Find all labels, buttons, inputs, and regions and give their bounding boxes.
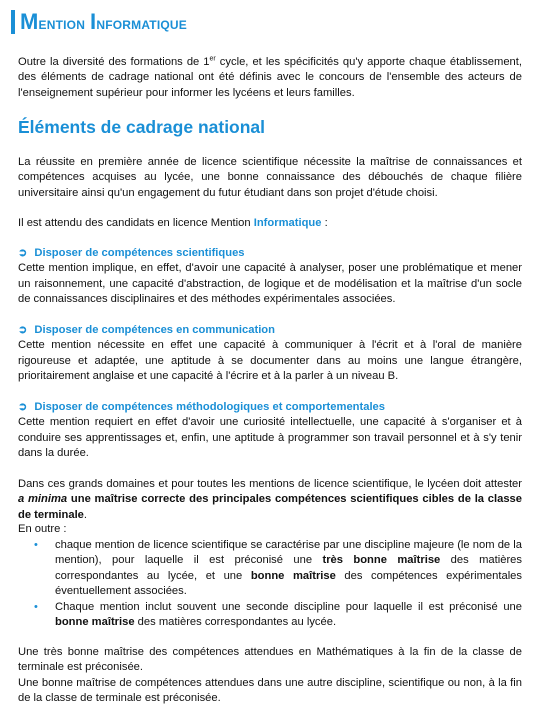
paragraph-attendu	[18, 216, 522, 231]
page-title-text	[20, 10, 187, 36]
arrow-icon: ➲	[18, 401, 28, 413]
competence-text: Cette mention requiert en effet d'avoir une curiosité intellectuelle, une capacité à s'organiser et à conduire ses apprentissages et, enfin, une aptitude à programmer son travail personnel et à s'y tenir dans la durée.	[18, 416, 522, 460]
domaines-bold: une maîtrise correcte des principales compétences scientifiques cibles de la classe de terminale	[18, 493, 523, 521]
competence-text: Cette mention nécessite en effet une capacité à communiquer à l'écrit et à l'oral de manière rigoureuse et adaptée, une aptitude à se documenter dans au moins une langue étrangère, prioritairement anglaise et une capacité à l'écrire et à la parler à un niveau B.	[18, 339, 522, 383]
bullet-text: des compétences expérimentales éventuellement associées.	[55, 569, 522, 598]
title-rest-2: nformatique	[96, 14, 187, 33]
competence-heading-text: Disposer de compétences méthodologiques et comportementales	[34, 401, 386, 413]
bullet-text: Chaque mention inclut souvent une seconde discipline pour laquelle il est préconisé une	[55, 600, 522, 613]
competence-heading	[18, 323, 522, 338]
bullet-icon: •	[34, 600, 38, 613]
domaines-period: .	[83, 508, 88, 521]
bullet-bold: très bonne maîtrise	[322, 554, 441, 567]
list-item	[18, 538, 522, 600]
mention-name: Informatique	[253, 217, 322, 229]
paragraph-mathematiques: Une très bonne maîtrise des compétences attendues en Mathématiques à la fin de la classe de terminale est préconisée.	[18, 646, 522, 674]
paragraph-reussite: La réussite en première année de licence scientifique nécessite la maîtrise de connaissances et compétences acquises au lycée, une bonne connaissance des débouchés de chaque filière universitaire ainsi qu'un engagement du futur étudiant dans son projet d'étude choisi.	[18, 156, 522, 199]
list-item	[18, 600, 522, 631]
bullet-bold: bonne maîtrise	[250, 569, 336, 582]
domaines-emphasis: a minima	[18, 493, 68, 506]
intro-superscript: er	[209, 55, 216, 63]
en-outre-label: En outre :	[18, 523, 67, 535]
page-title	[11, 10, 187, 34]
domaines-text: Dans ces grands domaines et pour toutes les mentions de licence scientifique, le lycéen doit attester	[18, 478, 522, 490]
section-heading: Éléments de cadrage national	[18, 117, 266, 137]
attendu-text: Il est attendu des candidats en licence Mention	[18, 217, 254, 229]
title-rest-1: ention	[38, 14, 86, 33]
competence-section-scientifiques	[18, 246, 522, 308]
arrow-icon: ➲	[18, 247, 28, 259]
arrow-icon: ➲	[18, 324, 28, 336]
intro-text-start: Outre la diversité des formations de 1	[18, 56, 210, 68]
title-initial-1: M	[20, 9, 39, 34]
competence-section-methodologiques	[18, 400, 522, 462]
intro-text-end: cycle, et les spécificités qu'y apporte chaque établissement, des éléments de cadrage national ont été définis avec le concours de l'ensemble des acteurs de l'enseignement supérieur pour informer les lycéens et leurs familles.	[18, 56, 522, 99]
competence-section-communication	[18, 323, 522, 385]
competence-heading	[18, 246, 522, 261]
bullet-text: des matières correspondantes au lycée, et une	[55, 554, 523, 582]
bullet-text: chaque mention de licence scientifique se caractérise par une discipline majeure (le nom de la mention), pour laquelle il est préconisé une	[55, 539, 522, 567]
intro-paragraph	[18, 55, 522, 101]
competence-heading-text: Disposer de compétences en communication	[34, 324, 275, 336]
competence-heading	[18, 400, 522, 415]
paragraph-autre-discipline: Une bonne maîtrise de compétences attendues dans une autre discipline, scientifique ou non, à la fin de la classe de terminale est préconisée.	[18, 677, 522, 705]
title-initial-2: I	[90, 9, 97, 34]
attendu-colon: :	[321, 217, 328, 229]
competence-heading-text: Disposer de compétences scientifiques	[34, 247, 245, 259]
bullet-list	[18, 538, 522, 630]
bullet-bold: bonne maîtrise	[55, 616, 135, 629]
paragraph-domaines	[18, 477, 522, 523]
bullet-icon: •	[34, 539, 38, 551]
bullet-text: des matières correspondantes au lycée.	[134, 616, 337, 629]
competence-text: Cette mention implique, en effet, d'avoir une capacité à analyser, poser une problématique et mener un raisonnement, une capacité d'abstraction, de logique et de modélisation et la maîtrise d'un socle de connaissances disciplinaires et des méthodes expérimentales associées.	[18, 262, 522, 306]
